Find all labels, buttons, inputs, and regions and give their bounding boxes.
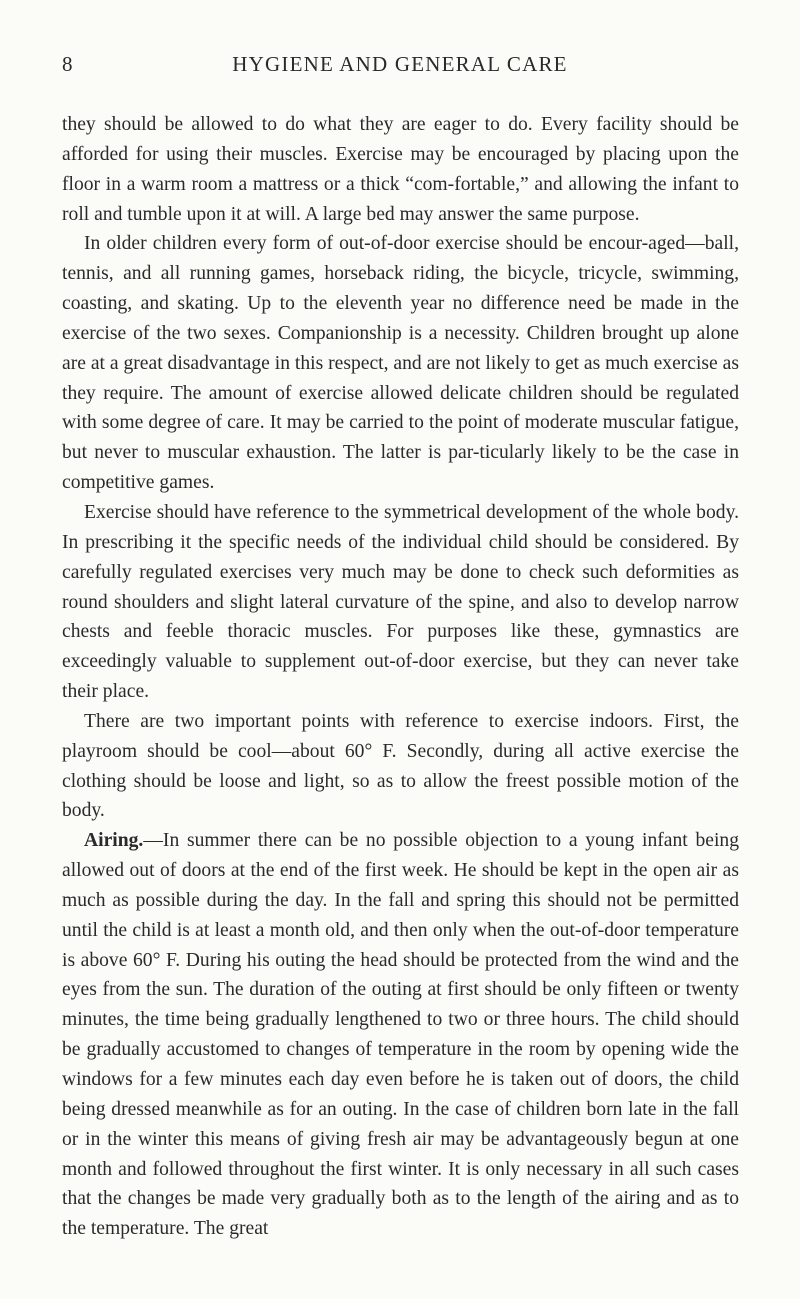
running-head bbox=[62, 52, 738, 82]
paragraph-4 bbox=[62, 707, 739, 826]
paragraph-text: they should be allowed to do what they are eager to do. Every facility should be afforded for using their muscles. Exercise may be encouraged by placing upon the floor in a warm room a mattress or a thick “com-fortable,” and allowing the infant to roll and tumble upon it at will. A large bed may answer the same purpose. bbox=[62, 114, 739, 225]
body-text bbox=[62, 110, 739, 1244]
paragraph-text: —In summer there can be no possible objection to a young infant being allowed out of doors at the end of the first week. He should be kept in the open air as much as possible during the day. In the fall and spring this should not be permitted until the child is at least a month old, and then only when the out-of-door temperature is above 60° F. During his outing the head should be protected from the wind and the eyes from the sun. The duration of the outing at first should be only fifteen or twenty minutes, the time being gradually lengthened to two or three hours. The child should be gradually accustomed to changes of temperature in the room by opening wide the windows for a few minutes each day even before he is taken out of doors, the child being dressed meanwhile as for an outing. In the case of children born late in the fall or in the winter this means of giving fresh air may be advantageously begun at one month and followed throughout the first winter. It is only necessary in all such cases that the changes be made very gradually both as to the length of the airing and as to the temperature. The great bbox=[62, 830, 739, 1240]
paragraph-text: Exercise should have reference to the symmetrical development of the whole body. In prescribing it the specific needs of the individual child should be considered. By carefully regulated exercises very much may be done to check such deformities as round shoulders and slight lateral curvature of the spine, and also to develop narrow chests and feeble thoracic muscles. For purposes like these, gymnastics are exceedingly valuable to supplement out-of-door exercise, but they can never take their place. bbox=[62, 501, 739, 703]
paragraph-2 bbox=[62, 229, 739, 498]
side-heading-airing: Airing. bbox=[84, 830, 144, 852]
page-number: 8 bbox=[62, 52, 74, 76]
paragraph-1 bbox=[62, 110, 739, 229]
paragraph-text: There are two important points with reference to exercise indoors. First, the playroom should be cool—about 60° F. Secondly, during all active exercise the clothing should be loose and light, so as to allow the freest possible motion of the body. bbox=[62, 710, 739, 822]
paragraph-3 bbox=[62, 498, 739, 707]
running-title: HYGIENE AND GENERAL CARE bbox=[232, 52, 568, 76]
paragraph-5 bbox=[62, 826, 739, 1244]
paragraph-text: In older children every form of out-of-door exercise should be encour-aged—ball, tennis, and all running games, horseback riding, the bicycle, tricycle, swimming, coasting, and skating. Up to the eleventh year no difference need be made in the exercise of the two sexes. Companionship is a necessity. Children brought up alone are at a great disadvantage in this respect, and are not likely to get as much exercise as they require. The amount of exercise allowed delicate children should be regulated with some degree of care. It may be carried to the point of moderate muscular fatigue, but never to muscular exhaustion. The latter is par-ticularly likely to be the case in competitive games. bbox=[62, 233, 739, 494]
